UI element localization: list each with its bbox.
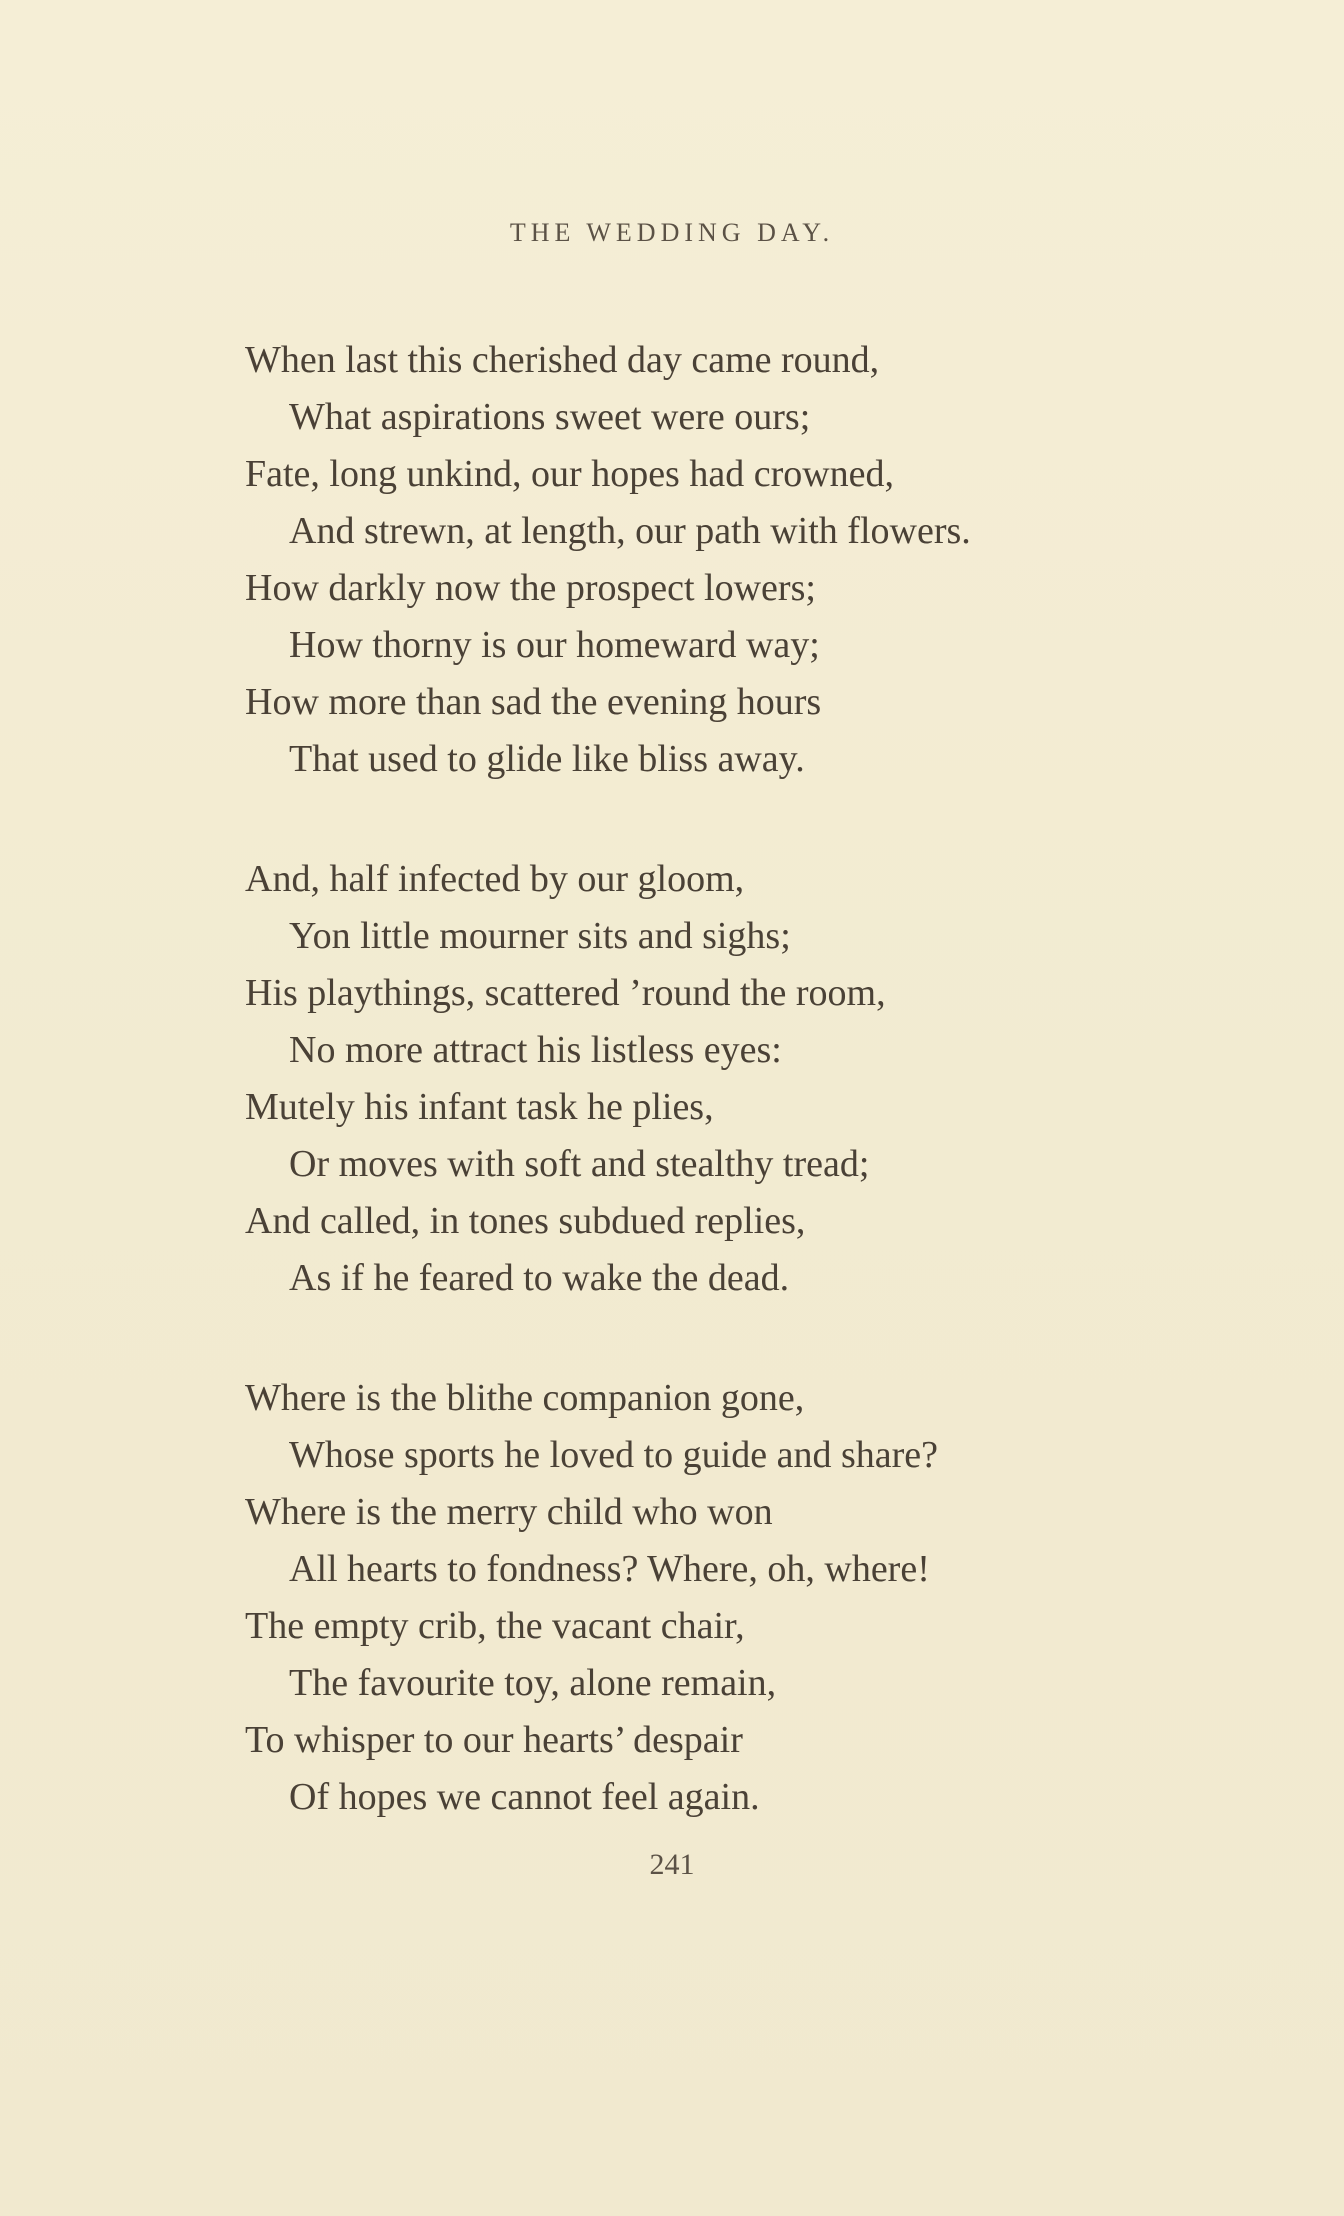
poem-line: As if he feared to wake the dead. [289,1257,790,1299]
poem-line: Mutely his infant task he plies, [245,1086,714,1128]
poem-line: That used to glide like bliss away. [289,738,805,780]
poem-line: No more attract his listless eyes: [289,1029,782,1071]
poem-line: And strewn, at length, our path with flowers. [289,510,971,552]
poem [245,332,1245,1889]
poem-line: And, half infected by our gloom, [245,858,745,900]
poem-line: All hearts to fondness? Where, oh, where! [289,1548,930,1590]
stanza-3 [245,1370,1245,1826]
poem-line: The empty crib, the vacant chair, [245,1605,745,1647]
stanza-1 [245,332,1245,788]
poem-line: To whisper to our hearts’ despair [245,1719,743,1761]
running-head: THE WEDDING DAY. [509,218,835,247]
stanza-2 [245,851,1245,1307]
poem-line: How darkly now the prospect lowers; [245,567,816,609]
poem-line: What aspirations sweet were ours; [289,396,811,438]
poem-line: Of hopes we cannot feel again. [289,1776,760,1818]
poem-line: How more than sad the evening hours [245,681,822,723]
poem-line: Where is the blithe companion gone, [245,1377,805,1419]
poem-line: Yon little mourner sits and sighs; [289,915,791,957]
poem-line: His playthings, scattered ’round the room, [245,972,886,1014]
poem-line: Whose sports he loved to guide and share? [289,1434,938,1476]
page-number: 241 [649,1848,695,1881]
poem-line: The favourite toy, alone remain, [289,1662,777,1704]
poem-line: When last this cherished day came round, [245,339,880,381]
poem-line: Where is the merry child who won [245,1491,773,1533]
poem-line: Fate, long unkind, our hopes had crowned, [245,453,895,495]
poem-line: And called, in tones subdued replies, [245,1200,806,1242]
poem-line: How thorny is our homeward way; [289,624,820,666]
poem-line: Or moves with soft and stealthy tread; [289,1143,870,1185]
